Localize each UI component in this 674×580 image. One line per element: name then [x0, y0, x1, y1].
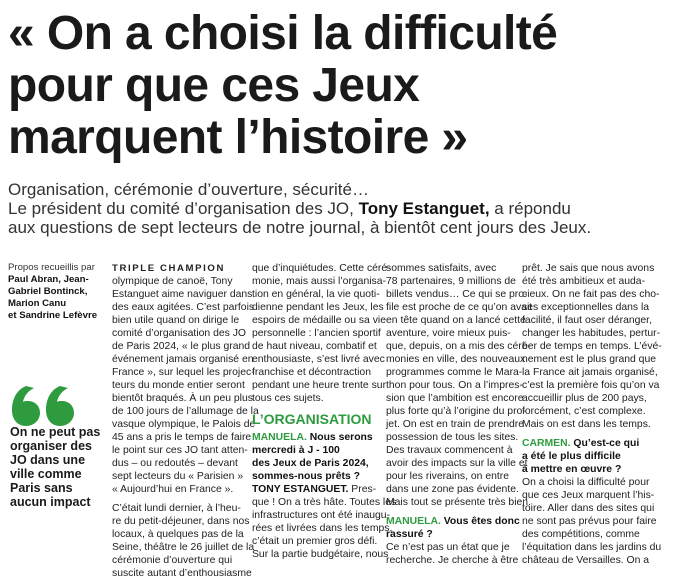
- body-text-line: locaux, à quelques pas de la: [112, 529, 244, 540]
- body-text-line: nement est le plus grand que: [522, 354, 657, 365]
- pull-quote-line: On ne peut pas: [10, 425, 101, 439]
- body-text-line: avoir des impacts sur la ville et: [386, 458, 528, 469]
- body-text-line: accueillir plus de 200 pays,: [522, 393, 647, 404]
- question-line: MANUELA. Nous serons: [252, 432, 373, 443]
- col3-answer: [386, 541, 518, 567]
- body-text-line: billets vendus… Ce qui se pro-: [386, 289, 528, 300]
- body-text-line: dus – ou redoutés – devant: [112, 458, 238, 469]
- body-text-line: vasque olympique, le Palois de: [112, 419, 256, 430]
- chapeau-line: Le président du comité d’organisation des JO, Tony Estanguet, a répondu: [8, 199, 571, 218]
- question-line: MANUELA. Vous êtes donc: [386, 516, 520, 527]
- body-text-line: tion en général, la vie quoti-: [252, 289, 380, 300]
- chapeau-line: aux questions de sept lecteurs de notre journal, à bientôt cent jours des Jeux.: [8, 218, 592, 237]
- body-text-line: pendant une heure trente sur: [252, 380, 387, 391]
- credit-name-line: et Sandrine Lefèvre: [8, 310, 98, 321]
- question-author: CARMEN.: [522, 438, 571, 449]
- body-text-line: prêt. Je sais que nous avons: [522, 263, 655, 274]
- question-author: MANUELA.: [252, 432, 307, 443]
- body-text-line: Estanguet aime naviguer dans: [112, 289, 253, 300]
- body-text-line: sion que l’ambition est encore: [386, 393, 524, 404]
- body-text-line: C’était lundi dernier, à l’heu-: [112, 503, 241, 514]
- body-text-line: bien utile quand on dirige le: [112, 315, 240, 326]
- article-column-1: [112, 262, 259, 580]
- credit-box: [8, 262, 103, 322]
- credit-intro: Propos recueillis par: [8, 262, 95, 273]
- body-text-line: que d’inquiétudes. Cette céré-: [252, 263, 391, 274]
- body-text-line: tous ces sujets.: [252, 393, 324, 404]
- body-text-line: de 100 jours de l’allumage de la: [112, 406, 259, 417]
- body-text-line: que ces Jeux marquent l’his-: [522, 490, 655, 501]
- body-text-line: re du petit-déjeuner, dans nos: [112, 516, 250, 527]
- credit-name-line: Gabriel Bontinck,: [8, 286, 88, 297]
- body-text-line: de Paris 2024, « le plus grand: [112, 341, 251, 352]
- body-text-line: sommes satisfaits, avec: [386, 263, 497, 274]
- body-text-line: plus forte qu’à l’origine du pro-: [386, 406, 526, 417]
- body-text-line: sept lecteurs du « Parisien »: [112, 471, 244, 482]
- body-text-line: ses exceptionnelles dans la: [522, 302, 650, 313]
- section-heading: L’ORGANISATION: [252, 411, 372, 427]
- question-line: CARMEN. Qu’est-ce qui: [522, 438, 640, 449]
- headline: [8, 8, 668, 164]
- body-text-line: ber de temps en temps. L’évé-: [522, 341, 662, 352]
- body-text-line: programmes comme le Mara-: [386, 367, 523, 378]
- body-text-line: Sur la partie budgétaire, nous: [252, 549, 389, 560]
- body-text-line: le point sur ces JO tant atten-: [112, 445, 248, 456]
- body-text-line: infrastructures ont été inaugu-: [252, 510, 391, 521]
- question-line: sommes-nous prêts ?: [252, 471, 360, 482]
- body-text-line: Mais on est dans les temps.: [522, 419, 651, 430]
- question-line: rassuré ?: [386, 529, 433, 540]
- body-text-line: l’équitation dans les jardins du: [522, 542, 662, 553]
- col1-body-2: [112, 502, 255, 580]
- body-text-line: bientôt braqués. À un peu plus: [112, 393, 253, 404]
- body-text-line: teurs du monde entier seront: [112, 380, 245, 391]
- body-text-line: en tête quand on a lancé cette: [386, 315, 526, 326]
- body-text-line: changer les habitudes, pertur-: [522, 328, 661, 339]
- body-text-line: monie, mais aussi l’organisa-: [252, 276, 386, 287]
- body-text-line: cieux. On ne fait pas des cho-: [522, 289, 660, 300]
- body-text-line: 78 partenaires, 9 millions de: [386, 276, 516, 287]
- question-line: a été le plus difficile: [522, 451, 621, 462]
- col1-body: [112, 275, 259, 496]
- body-text-line: On a choisi la difficulté pour: [522, 477, 650, 488]
- question-line: à mettre en œuvre ?: [522, 464, 622, 475]
- body-text-line: Des travaux commencent à: [386, 445, 513, 456]
- credit-name-line: Paul Abran, Jean-: [8, 274, 89, 285]
- body-text-line: jet. On est en train de prendre: [386, 419, 525, 430]
- pull-quote-line: organiser des: [10, 439, 92, 453]
- answer-author: TONY ESTANGUET.: [252, 484, 349, 495]
- body-text-line: ne sont pas prévus pour faire: [522, 516, 657, 527]
- body-text-line: Mais tout se présente très bien.: [386, 497, 531, 508]
- body-text-line: rées et livrées dans les temps,: [252, 523, 393, 534]
- body-text-line: file est proche de ce qu’on avait: [386, 302, 533, 313]
- pull-quote-line: Paris sans: [10, 481, 73, 495]
- article-column-3: [386, 262, 533, 567]
- col2-answer: [252, 496, 397, 561]
- pull-quote-line: ville comme: [10, 467, 82, 481]
- chapeau: [8, 180, 668, 237]
- body-text-line: de haut niveau, combatif et: [252, 341, 377, 352]
- body-text-line: château de Versailles. On a: [522, 555, 650, 566]
- body-text-line: la France ait jamais organisé,: [522, 367, 658, 378]
- headline-line: « On a choisi la difficulté: [8, 7, 558, 60]
- body-text-line: événement jamais organisé en: [112, 354, 254, 365]
- body-text-line: monies en ville, des nouveaux: [386, 354, 526, 365]
- body-text-line: dienne pendant les Jeux, les: [252, 302, 384, 313]
- body-text-line: des compétitions, comme: [522, 529, 640, 540]
- body-text-line: « Aujourd’hui en France ».: [112, 484, 234, 495]
- body-text-line: 45 ans a pris le temps de faire: [112, 432, 252, 443]
- col3-body: [386, 262, 533, 509]
- body-text-line: enthousiaste, s’est livré avec: [252, 354, 385, 365]
- body-text-line: été très ambitieux et auda-: [522, 276, 646, 287]
- pull-quote-line: JO dans une: [10, 453, 86, 467]
- pull-quote: [10, 425, 110, 509]
- body-text-line: forcément, c’est complexe.: [522, 406, 646, 417]
- chapeau-line: Organisation, cérémonie d’ouverture, sécurité…: [8, 180, 369, 199]
- pull-quote-line: aucun impact: [10, 495, 91, 509]
- body-text-line: Seine, théâtre le 26 juillet de la: [112, 542, 255, 553]
- body-text-line: Ce n’est pas un état que je: [386, 542, 510, 553]
- col2-body: [252, 262, 391, 405]
- headline-line: marquent l’histoire »: [8, 111, 468, 164]
- interviewee-name: Tony Estanguet,: [358, 199, 490, 218]
- body-text-line: espoirs de médaille ou sa vie: [252, 315, 386, 326]
- body-text-line: des eaux agitées. C’est parfois: [112, 302, 255, 313]
- body-text-line: que ! On a très hâte. Toutes les: [252, 497, 397, 508]
- body-text-line: pour les riverains, on entre: [386, 471, 510, 482]
- body-text-line: olympique de canoë, Tony: [112, 276, 233, 287]
- headline-line: pour que ces Jeux: [8, 59, 420, 112]
- body-text-line: France », sur lequel les projec-: [112, 367, 255, 378]
- col4-answer: [522, 476, 670, 567]
- body-text-line: suscite autant d’enthousiasme: [112, 568, 252, 579]
- body-text-line: personnelle : l’ancien sportif: [252, 328, 381, 339]
- body-text-line: cérémonie d’ouverture qui: [112, 555, 233, 566]
- body-text-line: c’est la première fois qu’on va: [522, 380, 660, 391]
- body-text-line: c’était un premier gros défi.: [252, 536, 378, 547]
- question-line: des Jeux de Paris 2024,: [252, 458, 369, 469]
- credit-name-line: Marion Canu: [8, 298, 67, 309]
- article-column-4: [522, 262, 670, 567]
- question-line: mercredi à J - 100: [252, 445, 340, 456]
- body-text-line: comité d’organisation des JO: [112, 328, 246, 339]
- body-text-line: aventure, voire mieux puis-: [386, 328, 511, 339]
- body-text-line: facilité, il faut oser déranger,: [522, 315, 652, 326]
- body-text-line: toire. Aller dans des sites qui: [522, 503, 655, 514]
- col4-body: [522, 262, 670, 431]
- question-author: MANUELA.: [386, 516, 441, 527]
- article-column-2: [252, 262, 397, 561]
- body-text-line: franchise et décontraction: [252, 367, 371, 378]
- lead-in: TRIPLE CHAMPION: [112, 263, 226, 274]
- body-text-line: recherche. Je cherche à être: [386, 555, 519, 566]
- answer-line: TONY ESTANGUET. Pres-: [252, 484, 377, 495]
- body-text-line: dans une zone pas évidente.: [386, 484, 519, 495]
- body-text-line: que, depuis, on a mis des céré-: [386, 341, 531, 352]
- quote-mark-icon: [10, 380, 90, 430]
- body-text-line: thon pour tous. On a l’impres-: [386, 380, 523, 391]
- body-text-line: possession de tous les sites.: [386, 432, 519, 443]
